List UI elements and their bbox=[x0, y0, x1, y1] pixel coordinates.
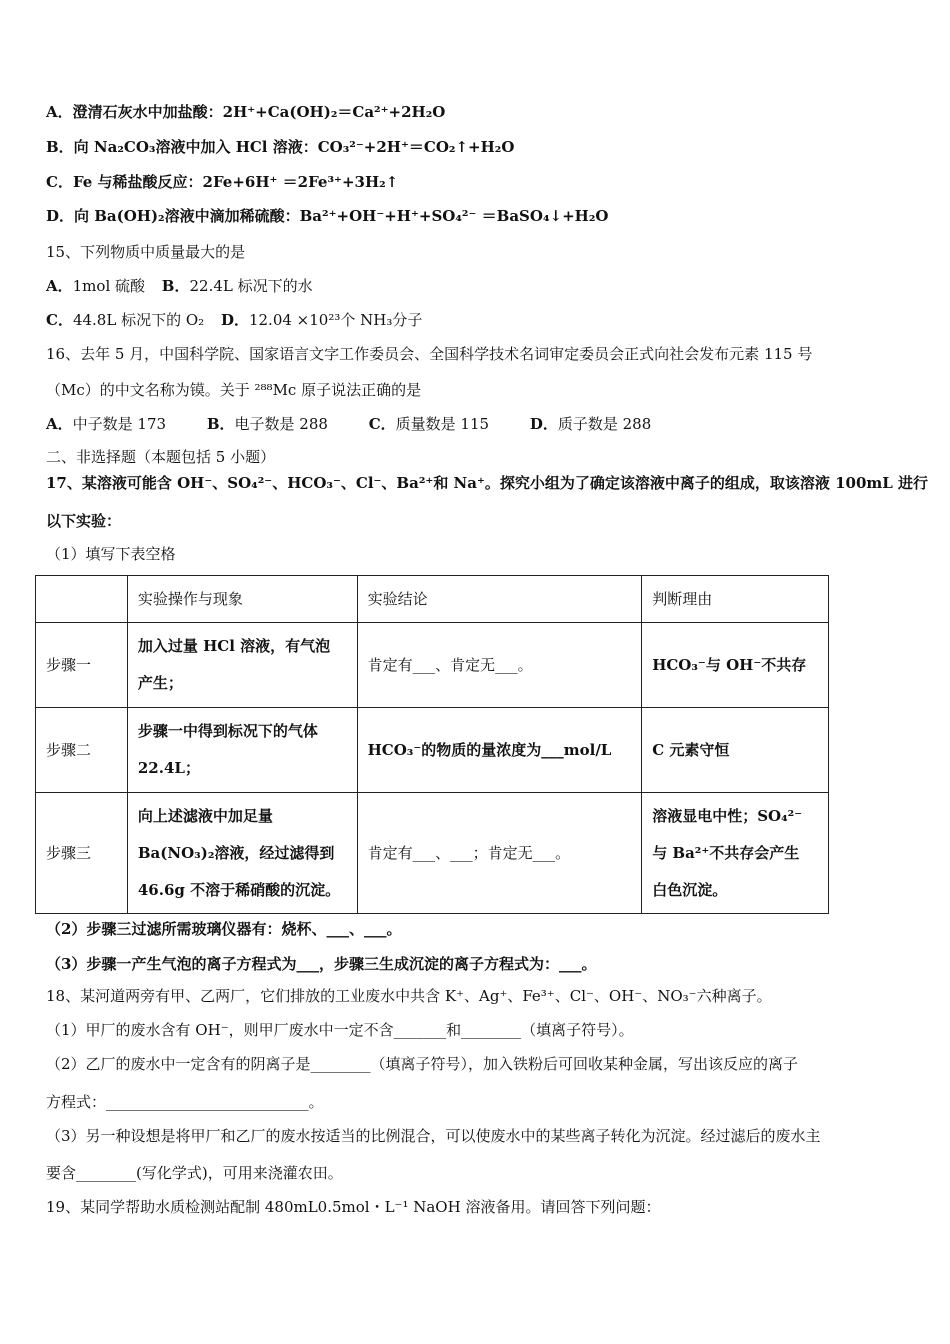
step-label: 步骤二 bbox=[36, 708, 128, 793]
reason-line: 溶液显电中性；SO₄²⁻ bbox=[652, 806, 803, 825]
table-header-cell: 判断理由 bbox=[642, 576, 829, 623]
q18-stem: 18、某河道两旁有甲、乙两厂，它们排放的工业废水中共含 K⁺、Ag⁺、Fe³⁺、Cl⁻、OH⁻、NO₃⁻六种离子。 bbox=[46, 987, 772, 1005]
q16-options bbox=[46, 414, 651, 434]
q18-part1: （1）甲厂的废水含有 OH⁻，则甲厂废水中一定不含_______和________（填离子符号）。 bbox=[46, 1021, 634, 1039]
reason-line: 白色沉淀。 bbox=[652, 880, 728, 899]
operation-cell bbox=[127, 708, 357, 793]
conclusion-cell: 肯定有___、肯定无___。 bbox=[357, 623, 642, 708]
reason-cell bbox=[642, 708, 829, 793]
q16-d-text: 质子数是 288 bbox=[557, 415, 652, 433]
operation-line: Ba(NO₃)₂溶液，经过滤得到 bbox=[137, 843, 335, 862]
q14-option-c: C．Fe 与稀盐酸反应：2Fe+6H⁺ ＝2Fe³⁺+3H₂↑ bbox=[46, 173, 399, 191]
q17-stem-line1: 17、某溶液可能含 OH⁻、SO₄²⁻、HCO₃⁻、Cl⁻、Ba²⁺和 Na⁺。探究小组为了确定该溶液中离子的组成，取该溶液 100mL 进行 bbox=[46, 474, 929, 492]
q15-d-label: D． bbox=[220, 311, 249, 329]
q16-c-text: 质量数是 115 bbox=[395, 415, 490, 433]
q14-option-a: A．澄清石灰水中加盐酸：2H⁺+Ca(OH)₂＝Ca²⁺+2H₂O bbox=[46, 103, 446, 121]
q15-b-label: B． bbox=[161, 277, 190, 295]
q17-part3: （3）步骤一产生气泡的离子方程式为___，步骤三生成沉淀的离子方程式为：___。 bbox=[46, 955, 597, 973]
table-header-cell bbox=[36, 576, 128, 623]
step-label: 步骤三 bbox=[36, 793, 128, 914]
q17-stem-line2: 以下实验： bbox=[46, 512, 122, 530]
q15-c-label: C． bbox=[46, 311, 73, 329]
reason-cell bbox=[642, 793, 829, 914]
q18-part3-line1: （3）另一种设想是将甲厂和乙厂的废水按适当的比例混合，可以使废水中的某些离子转化为沉淀。经过滤后的废水主 bbox=[46, 1127, 821, 1145]
reason-line: 与 Ba²⁺不共存会产生 bbox=[652, 843, 800, 862]
q15-a-label: A． bbox=[46, 277, 73, 295]
q16-a-label: A． bbox=[46, 415, 73, 433]
table-row bbox=[36, 623, 829, 708]
operation-line: 向上述滤液中加足量 bbox=[137, 806, 273, 825]
q16-c-label: C． bbox=[368, 415, 396, 433]
q15-stem: 15、下列物质中质量最大的是 bbox=[46, 243, 246, 261]
q15-c-text: 44.8L 标况下的 O₂ bbox=[72, 311, 205, 329]
conclusion-cell: 肯定有___、___；肯定无___。 bbox=[357, 793, 642, 914]
conclusion-cell: HCO₃⁻的物质的量浓度为___mol/L bbox=[357, 708, 642, 793]
reason-line: C 元素守恒 bbox=[652, 740, 730, 759]
q16-a-text: 中子数是 173 bbox=[72, 415, 167, 433]
q16-stem-line1: 16、去年 5 月，中国科学院、国家语言文字工作委员会、全国科学技术名词审定委员会正式向社会发布元素 115 号 bbox=[46, 345, 813, 363]
q17-part1: （1）填写下表空格 bbox=[46, 545, 176, 563]
experiment-table bbox=[35, 575, 829, 914]
table-header-cell: 实验操作与现象 bbox=[127, 576, 357, 623]
q15-a-text: 1mol 硫酸 bbox=[72, 277, 146, 295]
q18-part3-line2: 要含________(写化学式)，可用来浇灌农田。 bbox=[46, 1164, 343, 1182]
operation-line: 22.4L； bbox=[137, 759, 200, 777]
q19-stem: 19、某同学帮助水质检测站配制 480mL0.5mol・L⁻¹ NaOH 溶液备用。请回答下列问题： bbox=[46, 1198, 661, 1216]
operation-line: 46.6g 不溶于稀硝酸的沉淀。 bbox=[137, 880, 341, 899]
operation-line: 步骤一中得到标况下的气体 bbox=[137, 722, 318, 740]
table-header-row bbox=[36, 576, 829, 623]
q15-options-row2 bbox=[46, 310, 422, 330]
reason-line: HCO₃⁻与 OH⁻不共存 bbox=[652, 655, 807, 674]
step-label: 步骤一 bbox=[36, 623, 128, 708]
table-row bbox=[36, 708, 829, 793]
operation-line: 产生； bbox=[137, 674, 183, 692]
q14-option-b: B．向 Na₂CO₃溶液中加入 HCl 溶液：CO₃²⁻+2H⁺＝CO₂↑+H₂O bbox=[46, 138, 515, 156]
q18-part2-line2: 方程式：___________________________。 bbox=[46, 1093, 324, 1111]
q18-part2-line1: （2）乙厂的废水中一定含有的阴离子是________（填离子符号），加入铁粉后可回收某种金属，写出该反应的离子 bbox=[46, 1055, 799, 1073]
reason-cell bbox=[642, 623, 829, 708]
table-row bbox=[36, 793, 829, 914]
section-2-heading: 二、非选择题（本题包括 5 小题） bbox=[46, 448, 276, 466]
q14-option-d: D．向 Ba(OH)₂溶液中滴加稀硫酸：Ba²⁺+OH⁻+H⁺+SO₄²⁻ ＝BaSO₄↓+H₂O bbox=[46, 207, 609, 225]
q17-part2: （2）步骤三过滤所需玻璃仪器有：烧杯、___、___。 bbox=[46, 920, 402, 938]
operation-cell bbox=[127, 793, 357, 914]
q16-stem-line2: （Mc）的中文名称为镆。关于 ²⁸⁸Mc 原子说法正确的是 bbox=[46, 381, 422, 399]
q15-options-row1 bbox=[46, 276, 313, 296]
q15-b-text: 22.4L 标况下的水 bbox=[189, 277, 313, 295]
q16-d-label: D． bbox=[529, 415, 558, 433]
q15-d-text: 12.04 ×10²³个 NH₃分子 bbox=[248, 311, 423, 329]
operation-cell bbox=[127, 623, 357, 708]
table-header-cell: 实验结论 bbox=[357, 576, 642, 623]
q16-b-text: 电子数是 288 bbox=[234, 415, 328, 433]
operation-line: 加入过量 HCl 溶液，有气泡 bbox=[137, 637, 331, 655]
q16-b-label: B． bbox=[206, 415, 235, 433]
